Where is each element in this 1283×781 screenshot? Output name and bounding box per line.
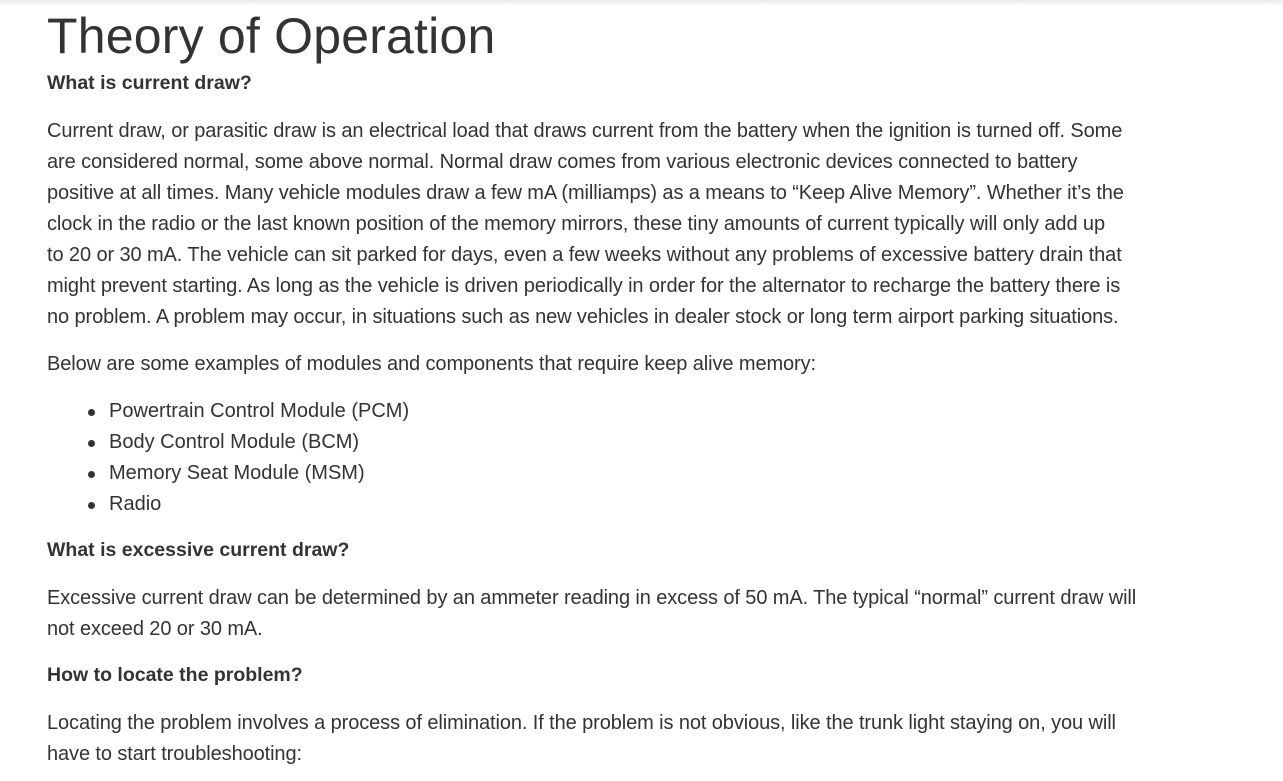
section-heading: What is excessive current draw?	[47, 539, 350, 561]
text-line: to 20 or 30 mA. The vehicle can sit parked for days, even a few weeks without any problems of excessive battery drain that	[47, 244, 1122, 266]
paragraph	[47, 583, 1136, 645]
text-line: no problem. A problem may occur, in situations such as new vehicles in dealer stock or long term airport parking situations.	[47, 306, 1119, 328]
module-list	[47, 396, 409, 520]
list-item: Powertrain Control Module (PCM)	[109, 396, 409, 427]
text-line: Excessive current draw can be determined by an ammeter reading in excess of 50 mA. The typical “normal” current draw will	[47, 587, 1137, 609]
paragraph	[47, 349, 816, 380]
list-item: Body Control Module (BCM)	[109, 427, 409, 458]
text-line: have to start troubleshooting:	[47, 743, 302, 765]
text-line: positive at all times. Many vehicle modules draw a few mA (milliamps) as a means to “Keep Alive Memory”. Whether it’s the	[47, 182, 1124, 204]
list-item: Radio	[109, 489, 409, 520]
page-title: Theory of Operation	[47, 8, 496, 64]
section-heading: How to locate the problem?	[47, 664, 303, 686]
text-line: not exceed 20 or 30 mA.	[47, 618, 263, 640]
paragraph	[47, 116, 1124, 333]
text-line: Locating the problem involves a process of elimination. If the problem is not obvious, like the trunk light staying on, you will	[47, 712, 1116, 734]
section-heading: What is current draw?	[47, 72, 252, 94]
list-item: Memory Seat Module (MSM)	[109, 458, 409, 489]
text-line: are considered normal, some above normal. Normal draw comes from various electronic devices connected to battery	[47, 151, 1078, 173]
text-line: clock in the radio or the last known position of the memory mirrors, these tiny amounts of current typically will only add up	[47, 213, 1105, 235]
paragraph	[47, 708, 1116, 770]
text-line: Current draw, or parasitic draw is an electrical load that draws current from the battery when the ignition is turned off. Some	[47, 120, 1123, 142]
text-line: Below are some examples of modules and components that require keep alive memory:	[47, 353, 816, 375]
text-line: might prevent starting. As long as the vehicle is driven periodically in order for the alternator to recharge the battery there is	[47, 275, 1121, 297]
